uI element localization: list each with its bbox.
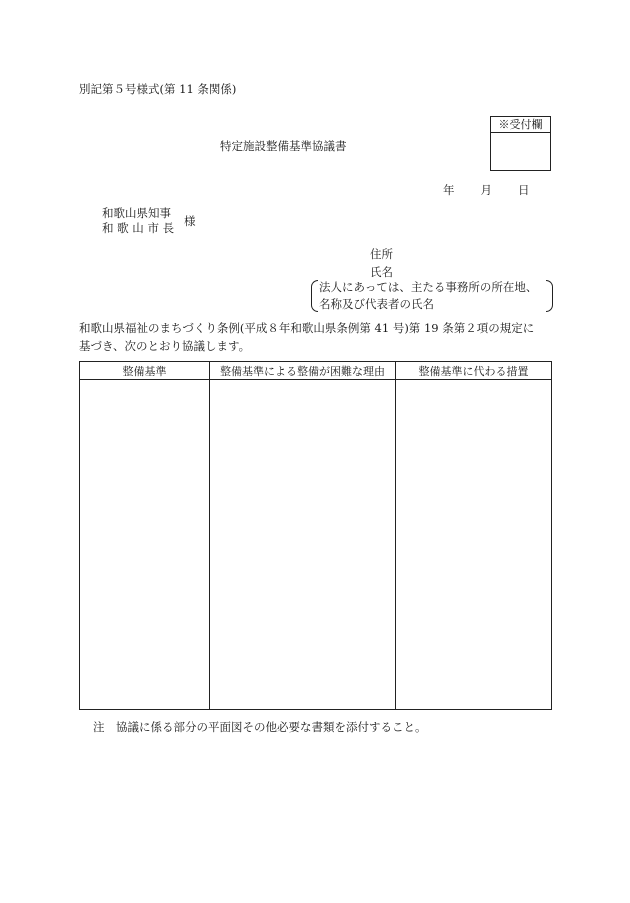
- difficulty-reason-cell[interactable]: [210, 380, 396, 710]
- honorific: 様: [184, 214, 196, 228]
- standard-cell[interactable]: [80, 380, 210, 710]
- header-alternative-measure: 整備基準に代わる措置: [396, 362, 552, 380]
- table-header-row: [80, 362, 552, 380]
- year-label: 年: [443, 183, 455, 197]
- day-label: 日: [518, 183, 530, 197]
- form-number-label: 別記第５号様式(第 11 条関係): [79, 82, 237, 96]
- document-title: 特定施設整備基準協議書: [220, 139, 347, 153]
- corporate-note: [311, 279, 545, 313]
- header-standard: 整備基準: [80, 362, 210, 380]
- corporate-note-line1: 法人にあっては、主たる事務所の所在地、: [319, 280, 538, 294]
- addressee-governor: 和歌山県知事: [102, 206, 171, 220]
- applicant-name-label: 氏名: [370, 265, 393, 279]
- addressee-mayor: 和 歌 山 市 長: [102, 221, 175, 235]
- reception-stamp-box: [490, 116, 551, 171]
- month-label: 月: [480, 183, 492, 197]
- date-line: [443, 182, 530, 198]
- header-difficulty-reason: 整備基準による整備が困難な理由: [210, 362, 396, 380]
- table-row: [80, 380, 552, 710]
- footnote: 注 協議に係る部分の平面図その他必要な書類を添付すること。: [93, 720, 427, 734]
- body-text: [79, 319, 534, 355]
- body-line1: 和歌山県福祉のまちづくり条例(平成８年和歌山県条例第 41 号)第 19 条第２項の規定に: [79, 321, 535, 335]
- alternative-measure-cell[interactable]: [396, 380, 552, 710]
- corporate-note-line2: 名称及び代表者の氏名: [319, 297, 434, 311]
- body-line2: 基づき、次のとおり協議します。: [79, 339, 251, 353]
- applicant-address-label: 住所: [370, 247, 393, 261]
- reception-label: ※受付欄: [491, 117, 550, 133]
- consultation-table: [79, 361, 552, 710]
- right-bracket: [546, 280, 553, 312]
- addressee-block: [102, 206, 174, 236]
